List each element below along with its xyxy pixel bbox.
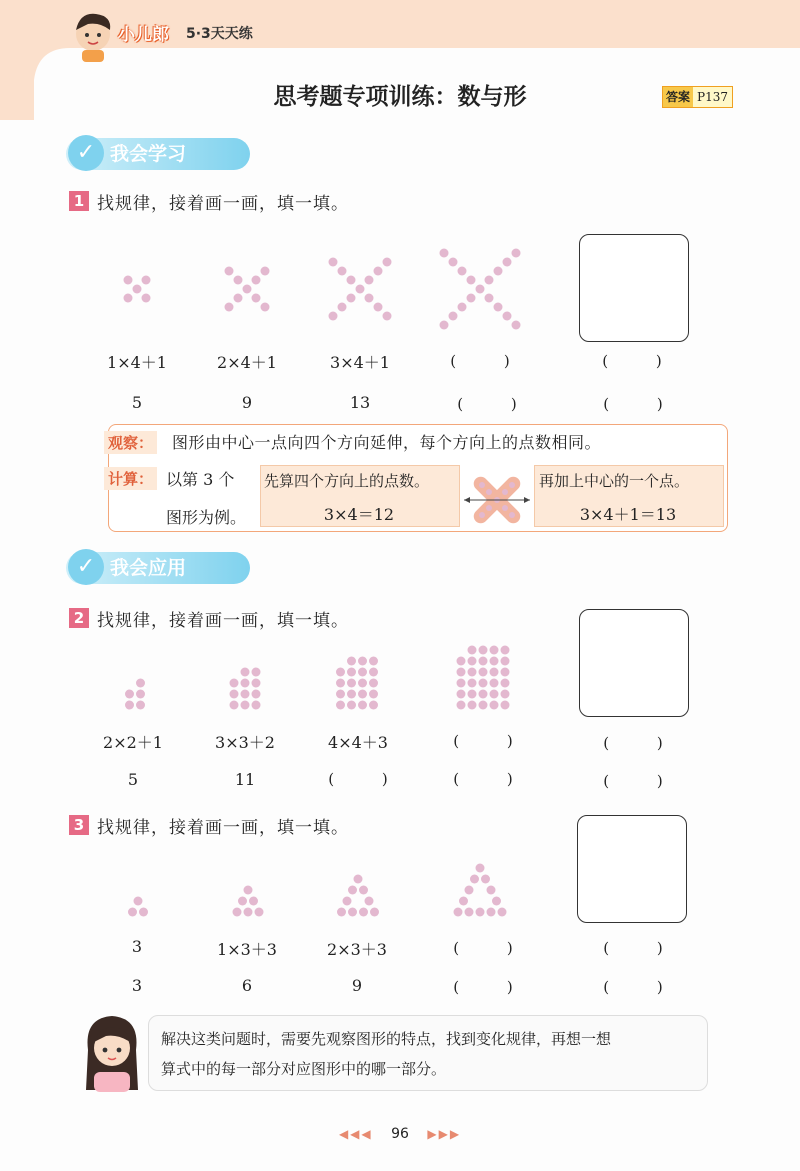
left-arrows-icon: ◀◀◀ xyxy=(338,1127,373,1141)
dot xyxy=(136,690,145,699)
dot xyxy=(241,668,250,677)
dot xyxy=(343,897,352,906)
answer-reference[interactable] xyxy=(662,86,733,108)
result: 9 xyxy=(351,976,363,995)
dot xyxy=(338,303,347,312)
dot xyxy=(468,701,477,710)
dot xyxy=(358,679,367,688)
dot xyxy=(347,701,356,710)
result: 13 xyxy=(349,393,371,412)
answer-label: 答案 xyxy=(663,87,693,107)
dot xyxy=(358,690,367,699)
dot xyxy=(261,267,270,276)
dot xyxy=(465,908,474,917)
dot xyxy=(329,258,338,267)
formula: 3 xyxy=(131,937,143,956)
dot xyxy=(225,303,234,312)
dot xyxy=(329,312,338,321)
dot xyxy=(252,294,261,303)
formula: 3×4＋1 xyxy=(330,353,390,372)
q2-drawing-box[interactable] xyxy=(579,609,689,717)
series-name: 5·3天天练 xyxy=(186,26,253,42)
dot xyxy=(494,267,503,276)
result: 9 xyxy=(241,393,253,412)
dot xyxy=(347,657,356,666)
dot xyxy=(356,285,365,294)
dot xyxy=(359,908,368,917)
dot xyxy=(501,646,510,655)
dot xyxy=(136,679,145,688)
section-learn xyxy=(66,138,250,170)
dot xyxy=(468,690,477,699)
dot xyxy=(336,679,345,688)
dot xyxy=(468,679,477,688)
observe-text: 图形由中心一点向四个方向延伸，每个方向上的点数相同。 xyxy=(172,433,602,452)
question-number: 3 xyxy=(69,815,89,835)
dot xyxy=(494,303,503,312)
page-title: 思考题专项训练：数与形 xyxy=(273,84,527,110)
dot xyxy=(136,701,145,710)
question-text: 找规律，接着画一画，填一填。 xyxy=(97,611,349,631)
question-number: 1 xyxy=(69,191,89,211)
dot xyxy=(233,908,242,917)
dot xyxy=(370,908,379,917)
dot xyxy=(358,701,367,710)
result-blank[interactable]: ( ) xyxy=(453,978,513,996)
dot xyxy=(485,294,494,303)
dot xyxy=(458,267,467,276)
dot xyxy=(457,657,466,666)
dot xyxy=(479,701,488,710)
result-blank[interactable]: ( ) xyxy=(328,770,388,788)
dot xyxy=(468,657,477,666)
dot xyxy=(458,303,467,312)
dot xyxy=(252,690,261,699)
tip-line1: 解决这类问题时，需要先观察图形的特点，找到变化规律，再想一想 xyxy=(161,1030,612,1048)
dot xyxy=(467,276,476,285)
dot xyxy=(498,908,507,917)
formula: 2×2＋1 xyxy=(103,733,163,752)
dot xyxy=(454,908,463,917)
dot xyxy=(261,303,270,312)
dot xyxy=(490,657,499,666)
dot xyxy=(234,276,243,285)
dot xyxy=(134,897,143,906)
formula: 2×4＋1 xyxy=(217,353,277,372)
dot xyxy=(369,701,378,710)
question-text: 找规律，接着画一画，填一填。 xyxy=(97,194,349,214)
q1-drawing-box[interactable] xyxy=(579,234,689,342)
dot xyxy=(369,690,378,699)
dot xyxy=(365,276,374,285)
dot xyxy=(347,276,356,285)
dot xyxy=(490,646,499,655)
dot xyxy=(457,668,466,677)
dot xyxy=(383,312,392,321)
formula-blank[interactable]: ( ) xyxy=(602,352,662,370)
dot xyxy=(230,679,239,688)
dot xyxy=(348,886,357,895)
dot xyxy=(503,258,512,267)
question-text: 找规律，接着画一画，填一填。 xyxy=(97,818,349,838)
dot xyxy=(440,249,449,258)
dot xyxy=(449,312,458,321)
q3-figures xyxy=(80,840,540,930)
dot xyxy=(347,690,356,699)
dot xyxy=(449,258,458,267)
dot xyxy=(124,276,133,285)
dot xyxy=(501,679,510,688)
check-icon: ✓ xyxy=(68,135,104,171)
dot xyxy=(124,294,133,303)
dot xyxy=(501,668,510,677)
dot xyxy=(252,679,261,688)
q1-figures xyxy=(80,230,620,350)
dot xyxy=(440,321,449,330)
formula: 2×3＋3 xyxy=(327,940,387,959)
answer-page: P137 xyxy=(697,90,728,104)
dot xyxy=(369,668,378,677)
dot xyxy=(358,668,367,677)
dot xyxy=(490,668,499,677)
tip-line2: 算式中的每一部分对应图形中的哪一部分。 xyxy=(161,1060,447,1078)
dot xyxy=(365,897,374,906)
right-arrows-icon: ▶▶▶ xyxy=(427,1127,462,1141)
result: 3 xyxy=(131,976,143,995)
dot xyxy=(348,908,357,917)
dot xyxy=(243,285,252,294)
formula: 1×3＋3 xyxy=(217,940,277,959)
dot xyxy=(336,690,345,699)
dot xyxy=(383,258,392,267)
dot xyxy=(465,886,474,895)
dot xyxy=(358,657,367,666)
dot xyxy=(501,701,510,710)
example-line2: 图形为例。 xyxy=(166,508,247,527)
dot xyxy=(241,679,250,688)
dot xyxy=(241,701,250,710)
dot xyxy=(238,897,247,906)
boy-mascot-icon xyxy=(70,10,116,62)
dot xyxy=(476,908,485,917)
example-line1: 以第 3 个 xyxy=(166,470,235,489)
formula-blank[interactable]: ( ) xyxy=(450,352,510,370)
dot xyxy=(142,276,151,285)
result: 11 xyxy=(234,770,256,789)
dot xyxy=(467,294,476,303)
dot xyxy=(128,908,137,917)
dot xyxy=(125,701,134,710)
section-learn-label: 我会学习 xyxy=(110,143,187,165)
step1-text: 先算四个方向上的点数。 xyxy=(264,472,430,490)
dot xyxy=(255,908,264,917)
formula-blank[interactable]: ( ) xyxy=(453,732,513,750)
dot xyxy=(354,875,363,884)
dot xyxy=(479,646,488,655)
result-blank[interactable]: ( ) xyxy=(603,772,663,790)
question-number: 2 xyxy=(69,608,89,628)
dot xyxy=(244,908,253,917)
dot xyxy=(241,690,250,699)
dot xyxy=(490,701,499,710)
dot xyxy=(365,294,374,303)
dot xyxy=(487,908,496,917)
dot xyxy=(133,285,142,294)
formula: 1×4＋1 xyxy=(107,353,167,372)
dot xyxy=(374,267,383,276)
q2-figures xyxy=(80,620,540,720)
dot xyxy=(252,276,261,285)
dot xyxy=(503,312,512,321)
dot xyxy=(125,690,134,699)
page-number: 96 xyxy=(391,1126,409,1142)
dot xyxy=(468,646,477,655)
compute-label: 计算： xyxy=(104,467,157,490)
section-apply-label: 我会应用 xyxy=(110,557,187,579)
page-footer xyxy=(0,1126,800,1142)
dot xyxy=(252,668,261,677)
formula-blank[interactable]: ( ) xyxy=(603,939,663,957)
step1-formula: 3×4＝12 xyxy=(323,505,395,524)
dot xyxy=(234,294,243,303)
dot xyxy=(468,668,477,677)
dot xyxy=(252,701,261,710)
dot xyxy=(336,701,345,710)
dot xyxy=(347,294,356,303)
dot xyxy=(479,668,488,677)
dot xyxy=(336,668,345,677)
result-blank[interactable]: ( ) xyxy=(603,978,663,996)
dot xyxy=(490,679,499,688)
observe-label: 观察： xyxy=(104,431,157,454)
dot xyxy=(457,701,466,710)
result: 5 xyxy=(131,393,143,412)
dot xyxy=(369,679,378,688)
dot xyxy=(476,285,485,294)
dot xyxy=(490,690,499,699)
dot xyxy=(338,267,347,276)
dot xyxy=(347,679,356,688)
step2-text: 再加上中心的一个点。 xyxy=(539,472,690,490)
dot xyxy=(225,267,234,276)
dot xyxy=(481,875,490,884)
result-blank[interactable]: ( ) xyxy=(453,770,513,788)
dot xyxy=(347,668,356,677)
dot xyxy=(501,657,510,666)
dot xyxy=(142,294,151,303)
formula: 3×3＋2 xyxy=(215,733,275,752)
dot xyxy=(139,908,148,917)
section-apply xyxy=(66,552,250,584)
dot xyxy=(479,690,488,699)
dot xyxy=(374,303,383,312)
dot xyxy=(470,875,479,884)
x-shape-illustration xyxy=(462,470,532,530)
q3-drawing-box[interactable] xyxy=(577,815,687,923)
tip-note xyxy=(148,1015,708,1091)
dot xyxy=(512,321,521,330)
dot xyxy=(476,864,485,873)
dot xyxy=(512,249,521,258)
result-blank[interactable]: ( ) xyxy=(603,395,663,413)
dot xyxy=(457,690,466,699)
check-icon: ✓ xyxy=(68,549,104,585)
dot xyxy=(337,908,346,917)
dot xyxy=(501,690,510,699)
dot xyxy=(230,690,239,699)
dot xyxy=(457,679,466,688)
step2-formula: 3×4＋1＝13 xyxy=(579,505,677,524)
formula: 4×4＋3 xyxy=(328,733,388,752)
dot xyxy=(479,679,488,688)
dot xyxy=(492,897,501,906)
dot xyxy=(249,897,258,906)
dot xyxy=(459,897,468,906)
result-blank[interactable]: ( ) xyxy=(457,395,517,413)
result: 6 xyxy=(241,976,253,995)
dot xyxy=(230,701,239,710)
dot xyxy=(487,886,496,895)
formula-blank[interactable]: ( ) xyxy=(603,734,663,752)
dot xyxy=(479,657,488,666)
formula-blank[interactable]: ( ) xyxy=(453,939,513,957)
brand-name: 小儿郎 xyxy=(118,25,169,45)
dot xyxy=(485,276,494,285)
dot xyxy=(369,657,378,666)
dot xyxy=(244,886,253,895)
girl-mascot-icon xyxy=(80,1010,144,1094)
result: 5 xyxy=(127,770,139,789)
dot xyxy=(359,886,368,895)
